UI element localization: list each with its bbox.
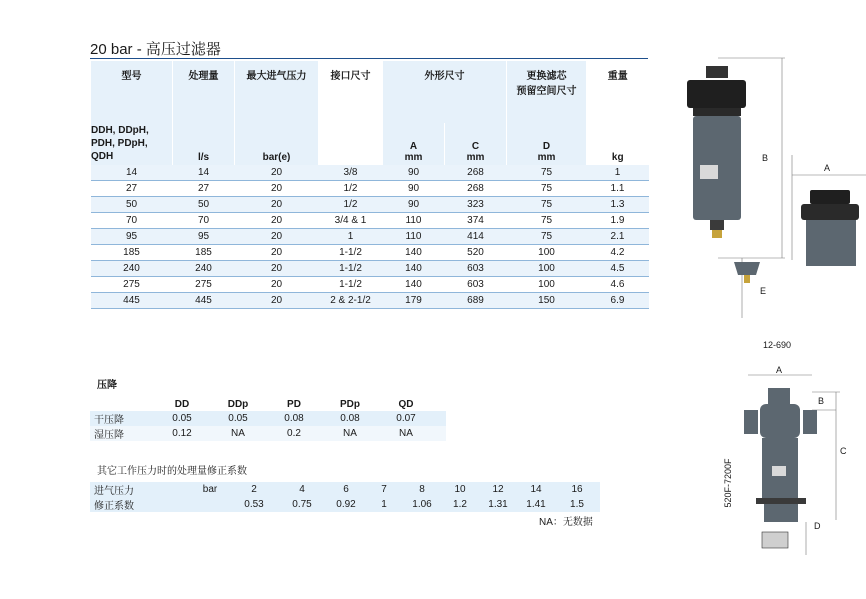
cf-unit: bar [202, 484, 218, 495]
table-cell: 95 [91, 229, 173, 245]
table-cell: 20 [235, 293, 319, 309]
pd-cell: 0.08 [340, 413, 360, 424]
table-cell: 4.6 [587, 277, 649, 293]
sub-c: C mm [445, 123, 507, 165]
fig2-label-c: C [840, 446, 847, 456]
pd-col-pd: PD [287, 398, 301, 410]
pd-cell: 0.05 [228, 413, 248, 424]
table-cell: 50 [91, 197, 173, 213]
table-cell: 1-1/2 [319, 277, 383, 293]
table-cell: 3/4 & 1 [319, 213, 383, 229]
col-max-pressure: 最大进气压力 [235, 61, 319, 123]
table-cell: 1/2 [319, 197, 383, 213]
fig2-caption: 520F-7200F [723, 458, 733, 508]
cf-cell: 0.53 [244, 499, 264, 510]
table-cell: 240 [91, 261, 173, 277]
cf-cell: 10 [454, 484, 466, 495]
sub-pressure: bar(e) [235, 123, 319, 165]
pd-row-dry: 干压降 [94, 415, 124, 426]
cf-factor-label: 修正系数 [94, 501, 134, 512]
col-weight: 重量 [587, 61, 649, 123]
table-cell: 20 [235, 197, 319, 213]
fig1-label-a: A [824, 163, 831, 173]
table-cell: 323 [445, 197, 507, 213]
pd-cell: 0.05 [172, 413, 192, 424]
pd-cell: NA [231, 428, 245, 439]
table-cell: 2 & 2-1/2 [319, 293, 383, 309]
col-capacity: 处理量 [173, 61, 235, 123]
sub-d: D mm [507, 123, 587, 165]
table-cell: 75 [507, 197, 587, 213]
table-cell: 100 [507, 245, 587, 261]
col-port-size: 接口尺寸 [319, 61, 383, 123]
table-cell: 1.3 [587, 197, 649, 213]
sub-kg: kg [587, 123, 649, 165]
table-cell: 689 [445, 293, 507, 309]
page-title: 20 bar - 高压过滤器 [90, 41, 221, 58]
pressure-drop-title: 压降 [97, 380, 117, 391]
sub-model: DDH, DDpH, PDH, PDpH, QDH [91, 123, 173, 165]
cf-cell: 1.06 [412, 499, 432, 510]
pd-cell: 0.2 [287, 428, 301, 439]
cf-cell: 1 [381, 499, 387, 510]
table-cell: 20 [235, 229, 319, 245]
pd-col-ddp: DDp [227, 398, 249, 410]
pd-col-pdp: PDp [340, 398, 360, 410]
fig1-label-e: E [760, 286, 767, 296]
table-cell: 75 [507, 229, 587, 245]
fig1-caption: 12-690 [763, 340, 792, 350]
cf-cell: 6 [343, 484, 349, 495]
table-cell: 110 [383, 229, 445, 245]
cf-cell: 8 [419, 484, 425, 495]
table-cell: 414 [445, 229, 507, 245]
table-cell: 374 [445, 213, 507, 229]
table-cell: 268 [445, 181, 507, 197]
table-cell: 275 [173, 277, 235, 293]
table-cell: 75 [507, 213, 587, 229]
fig2-label-b: B [818, 396, 825, 406]
sub-a: A mm [383, 123, 445, 165]
pd-cell: 0.12 [172, 428, 192, 439]
table-cell: 90 [383, 181, 445, 197]
table-cell: 20 [235, 277, 319, 293]
correction-title: 其它工作压力时的处理量修正系数 [97, 466, 247, 477]
cf-cell: 4 [299, 484, 305, 495]
table-cell: 4.2 [587, 245, 649, 261]
table-cell: 185 [91, 245, 173, 261]
cf-pressure-label: 进气压力 [94, 486, 134, 497]
table-cell: 50 [173, 197, 235, 213]
table-cell: 110 [383, 213, 445, 229]
table-cell: 20 [235, 165, 319, 181]
table-cell: 70 [173, 213, 235, 229]
table-cell: 179 [383, 293, 445, 309]
na-note: NA：无数据 [539, 517, 593, 528]
cf-cell: 7 [381, 484, 387, 495]
cf-cell: 1.31 [488, 499, 508, 510]
table-cell: 140 [383, 261, 445, 277]
col-replace-space: 更换滤芯 预留空间尺寸 [507, 61, 587, 123]
table-cell: 90 [383, 165, 445, 181]
table-cell: 75 [507, 165, 587, 181]
table-cell: 520 [445, 245, 507, 261]
table-cell: 100 [507, 277, 587, 293]
table-cell: 445 [173, 293, 235, 309]
table-cell: 1-1/2 [319, 245, 383, 261]
cf-cell: 1.2 [453, 499, 467, 510]
filter-figure-1 [687, 58, 866, 318]
cf-cell: 12 [492, 484, 504, 495]
fig2-label-d: D [814, 521, 821, 531]
fig2-label-a: A [776, 365, 783, 375]
col-dimensions: 外形尺寸 [383, 61, 507, 123]
pd-cell: 0.08 [284, 413, 304, 424]
table-cell: 95 [173, 229, 235, 245]
pd-cell: NA [343, 428, 357, 439]
table-cell: 268 [445, 165, 507, 181]
table-cell: 20 [235, 245, 319, 261]
table-cell: 603 [445, 261, 507, 277]
table-cell: 2.1 [587, 229, 649, 245]
cf-cell: 16 [571, 484, 583, 495]
cf-cell: 1.41 [526, 499, 546, 510]
table-cell: 275 [91, 277, 173, 293]
table-cell: 20 [235, 261, 319, 277]
pd-cell: NA [399, 428, 413, 439]
table-cell: 20 [235, 181, 319, 197]
sub-capacity: l/s [173, 123, 235, 165]
fig1-label-b: B [762, 153, 769, 163]
table-cell: 140 [383, 277, 445, 293]
cf-cell: 0.92 [336, 499, 356, 510]
table-cell: 1 [587, 165, 649, 181]
table-cell: 1-1/2 [319, 261, 383, 277]
table-cell: 603 [445, 277, 507, 293]
table-cell: 1.9 [587, 213, 649, 229]
table-cell: 150 [507, 293, 587, 309]
pd-cell: 0.07 [396, 413, 416, 424]
table-cell: 3/8 [319, 165, 383, 181]
table-cell: 240 [173, 261, 235, 277]
pd-col-dd: DD [174, 398, 190, 410]
table-cell: 1 [319, 229, 383, 245]
table-cell: 70 [91, 213, 173, 229]
table-cell: 445 [91, 293, 173, 309]
pd-row-wet: 湿压降 [94, 430, 124, 441]
col-model: 型号 [91, 61, 173, 123]
table-cell: 14 [91, 165, 173, 181]
table-cell: 100 [507, 261, 587, 277]
table-cell: 1.1 [587, 181, 649, 197]
pd-col-qd: QD [398, 398, 414, 410]
cf-cell: 1.5 [570, 499, 584, 510]
table-cell: 27 [91, 181, 173, 197]
cf-cell: 0.75 [292, 499, 312, 510]
table-cell: 75 [507, 181, 587, 197]
table-cell: 14 [173, 165, 235, 181]
table-cell: 27 [173, 181, 235, 197]
table-cell: 4.5 [587, 261, 649, 277]
table-cell: 1/2 [319, 181, 383, 197]
filter-figure-2 [744, 375, 840, 555]
table-cell: 20 [235, 213, 319, 229]
cf-cell: 14 [530, 484, 542, 495]
table-cell: 185 [173, 245, 235, 261]
cf-cell: 2 [251, 484, 257, 495]
table-cell: 140 [383, 245, 445, 261]
table-cell: 6.9 [587, 293, 649, 309]
table-cell: 90 [383, 197, 445, 213]
